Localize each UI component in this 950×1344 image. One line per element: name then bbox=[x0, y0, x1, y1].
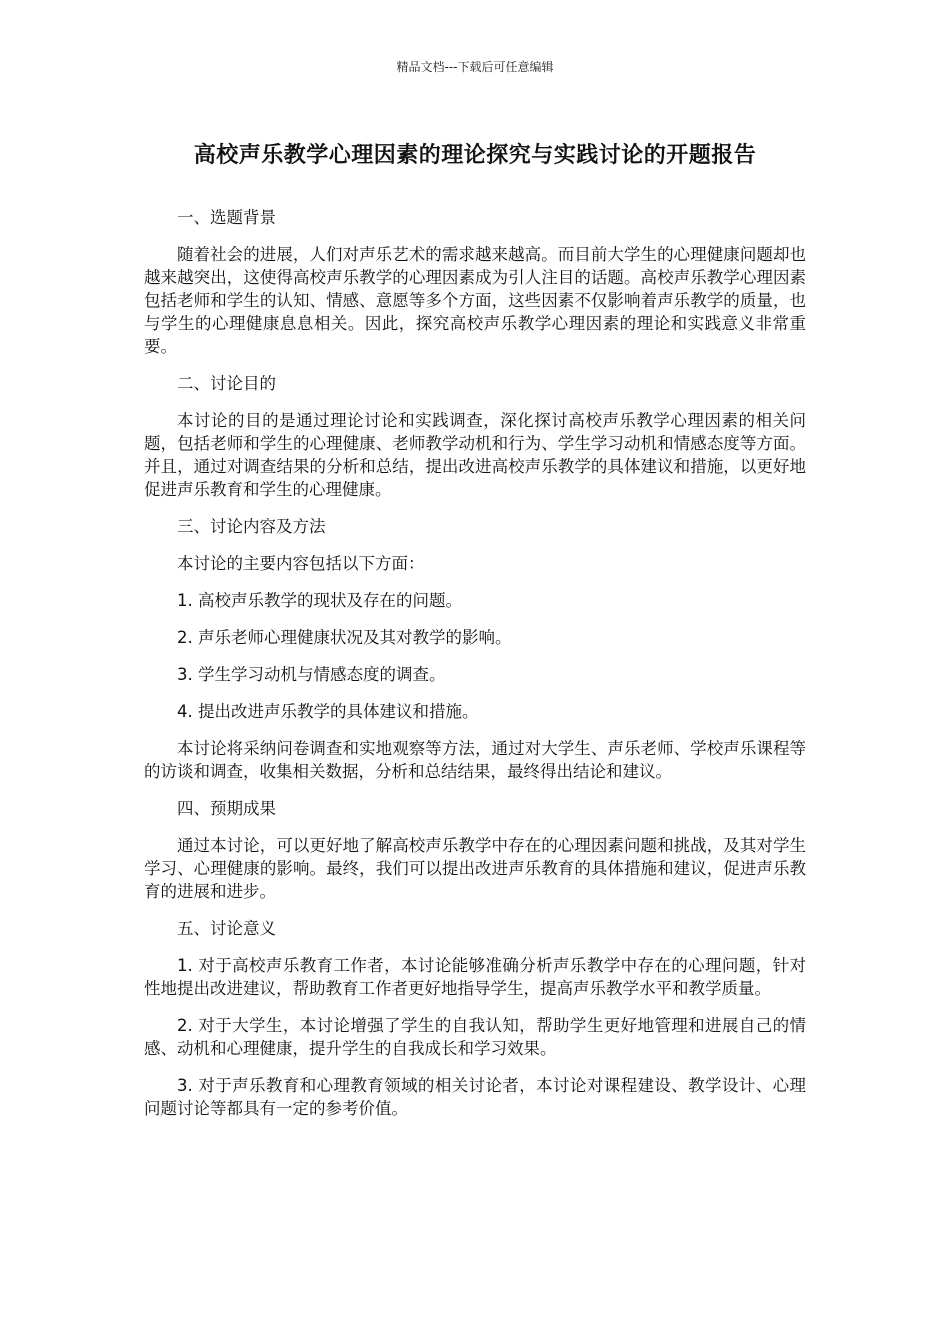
section-heading-purpose: 二、讨论目的 bbox=[177, 374, 276, 393]
section-heading-significance: 五、讨论意义 bbox=[177, 919, 276, 938]
significance-list-item: 2. 对于大学生，本讨论增强了学生的自我认知，帮助学生更好地管理和进展自己的情感、动机和心理健康，提升学生的自我成长和学习效果。 bbox=[144, 1016, 806, 1058]
section-heading-content: 三、讨论内容及方法 bbox=[177, 517, 326, 536]
section-heading-outcomes: 四、预期成果 bbox=[177, 799, 276, 818]
purpose-paragraph: 本讨论的目的是通过理论讨论和实践调查，深化探讨高校声乐教学心理因素的相关问题，包括老师和学生的心理健康、老师教学动机和行为、学生学习动机和情感态度等方面。并且，通过对调查结果的分析和总结，提出改进高校声乐教学的具体建议和措施，以更好地促进声乐教育和学生的心理健康。 bbox=[144, 411, 806, 499]
document-body bbox=[144, 206, 806, 1134]
content-list-item: 4. 提出改进声乐教学的具体建议和措施。 bbox=[177, 702, 479, 721]
content-intro: 本讨论的主要内容包括以下方面： bbox=[177, 554, 425, 573]
significance-list-item: 3. 对于声乐教育和心理教育领域的相关讨论者，本讨论对课程建设、教学设计、心理问题讨论等都具有一定的参考价值。 bbox=[144, 1076, 806, 1118]
background-paragraph: 随着社会的进展，人们对声乐艺术的需求越来越高。而目前大学生的心理健康问题却也越来越突出，这使得高校声乐教学的心理因素成为引人注目的话题。高校声乐教学心理因素包括老师和学生的认知、情感、意愿等多个方面，这些因素不仅影响着声乐教学的质量，也与学生的心理健康息息相关。因此，探究高校声乐教学心理因素的理论和实践意义非常重要。 bbox=[144, 245, 806, 356]
section-heading-background: 一、选题背景 bbox=[177, 208, 276, 227]
content-list-item: 1. 高校声乐教学的现状及存在的问题。 bbox=[177, 591, 462, 610]
method-paragraph: 本讨论将采纳问卷调查和实地观察等方法，通过对大学生、声乐老师、学校声乐课程等的访谈和调查，收集相关数据，分析和总结结果，最终得出结论和建议。 bbox=[144, 739, 806, 781]
outcomes-paragraph: 通过本讨论，可以更好地了解高校声乐教学中存在的心理因素问题和挑战，及其对学生学习、心理健康的影响。最终，我们可以提出改进声乐教育的具体措施和建议，促进声乐教育的进展和进步。 bbox=[144, 836, 806, 901]
content-list-item: 2. 声乐老师心理健康状况及其对教学的影响。 bbox=[177, 628, 512, 647]
content-list-item: 3. 学生学习动机与情感态度的调查。 bbox=[177, 665, 446, 684]
header-note: 精品文档---下载后可任意编辑 bbox=[396, 60, 554, 74]
significance-list-item: 1. 对于高校声乐教育工作者，本讨论能够准确分析声乐教学中存在的心理问题，针对性地提出改进建议，帮助教育工作者更好地指导学生，提高声乐教学水平和教学质量。 bbox=[144, 956, 806, 998]
document-title: 高校声乐教学心理因素的理论探究与实践讨论的开题报告 bbox=[193, 143, 757, 168]
